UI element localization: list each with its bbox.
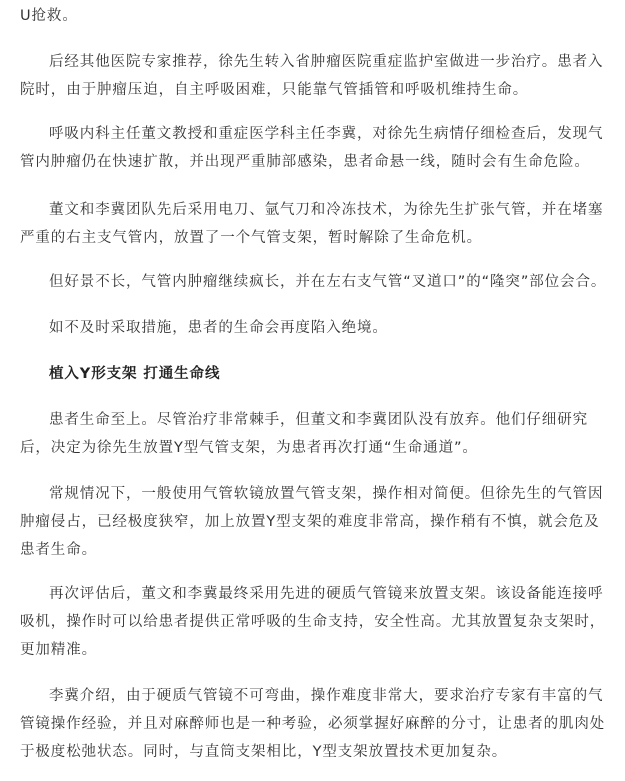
paragraph-rigid-scope: 再次评估后，董文和李冀最终采用先进的硬质气管镜来放置支架。该设备能连接呼吸机，操作时可以给患者提供正常呼吸的生命支持，安全性高。尤其放置复杂支架时，更加精准。: [20, 586, 606, 658]
paragraph-decision: 患者生命至上。尽管治疗非常棘手，但董文和李冀团队没有放弃。他们仔细研究后，决定为徐先生放置Y型气管支架，为患者再次打通“生命通道”。: [20, 412, 588, 456]
paragraph-difficulty: 常规情况下，一般使用气管软镜放置气管支架，操作相对简便。但徐先生的气管因肿瘤侵占，已经极度狭窄，加上放置Y型支架的难度非常高，操作稍有不慎，就会危及患者生命。: [20, 486, 604, 558]
paragraph-expert-intro: 李冀介绍，由于硬质气管镜不可弯曲，操作难度非常大，要求治疗专家有丰富的气管镜操作经验，并且对麻醉师也是一种考验，必须掌握好麻醉的分寸，让患者的肌肉处于极度松弛状态。同时，与直筒支架相比，Y型支架放置技术更加复杂。: [20, 688, 606, 760]
paragraph-first-stent: 董文和李冀团队先后采用电刀、氩气刀和冷冻技术，为徐先生扩张气管，并在堵塞严重的右主支气管内，放置了一个气管支架，暂时解除了生命危机。: [20, 202, 604, 246]
paragraph-tumor-growth: 但好景不长，气管内肿瘤继续疯长，并在左右支气管“叉道口”的“隆突”部位会合。: [49, 274, 607, 290]
paragraph-danger: 如不及时采取措施，患者的生命会再度陷入绝境。: [49, 320, 388, 336]
paragraph-transfer: 后经其他医院专家推荐，徐先生转入省肿瘤医院重症监护室做进一步治疗。患者入院时，由于肿瘤压迫，自主呼吸困难，只能靠气管插管和呼吸机维持生命。: [20, 54, 604, 98]
paragraph-continuation: U抢救。: [20, 8, 78, 24]
section-heading: 植入Y形支架 打通生命线: [49, 366, 221, 382]
paragraph-diagnosis: 呼吸内科主任董文教授和重症医学科主任李冀，对徐先生病情仔细检查后，发现气管内肿瘤仍在快速扩散，并出现严重肺部感染，患者命悬一线，随时会有生命危险。: [20, 126, 604, 170]
